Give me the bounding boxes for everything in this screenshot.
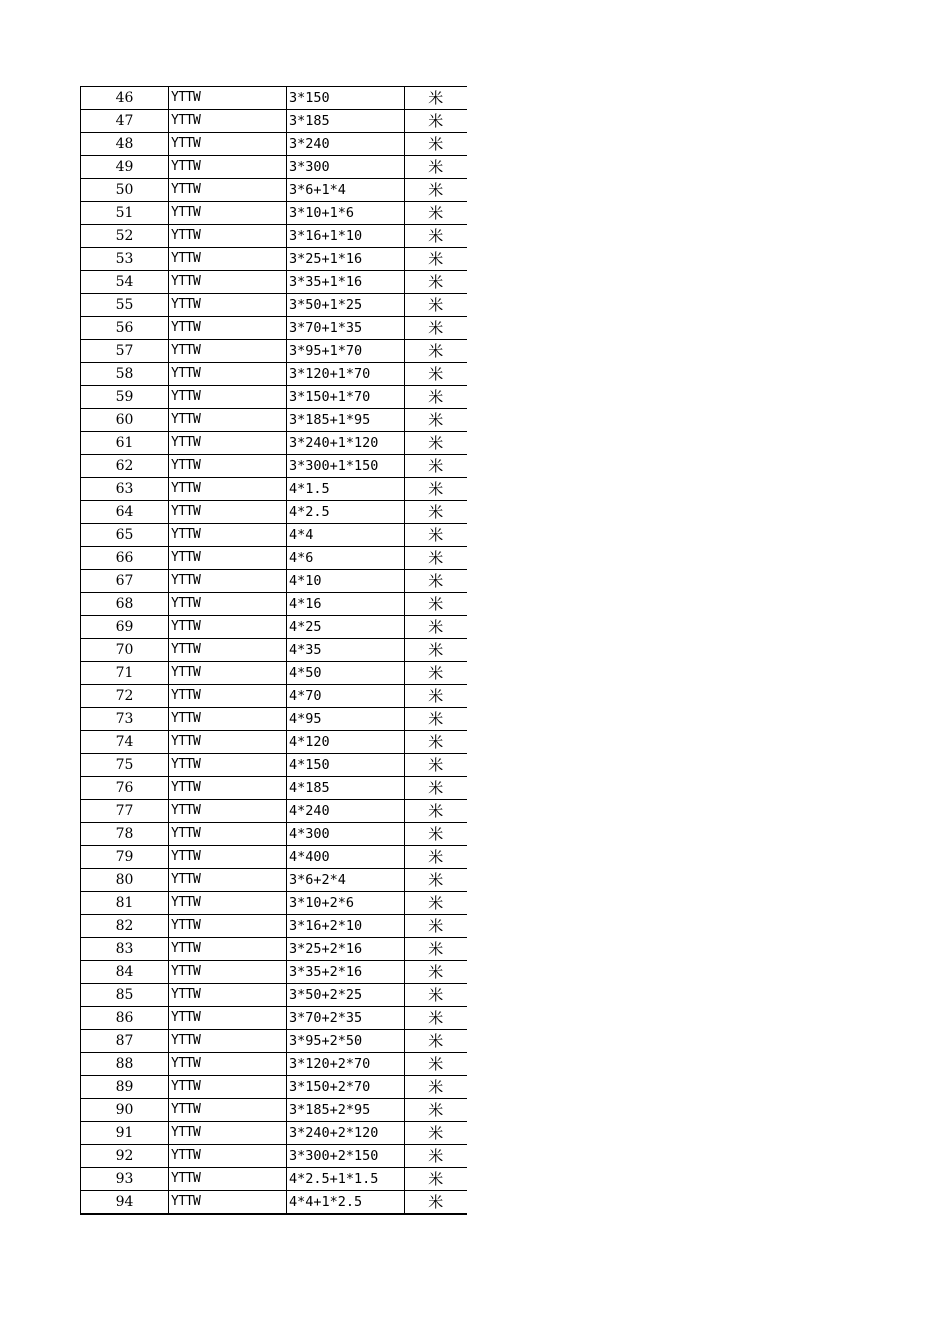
spec-cell: 3*10+1*6 [287,202,405,225]
unit-cell: 米 [405,294,467,317]
model-cell: YTTW [169,363,287,386]
model-cell: YTTW [169,961,287,984]
spec-cell: 3*70+1*35 [287,317,405,340]
unit-cell: 米 [405,156,467,179]
model-cell: YTTW [169,639,287,662]
table-row [81,938,467,961]
unit-cell: 米 [405,1191,467,1215]
spec-cell: 4*185 [287,777,405,800]
model-cell: YTTW [169,731,287,754]
table-row [81,984,467,1007]
table-row [81,271,467,294]
spec-cell: 4*4 [287,524,405,547]
unit-cell: 米 [405,202,467,225]
unit-cell: 米 [405,432,467,455]
model-cell: YTTW [169,685,287,708]
model-cell: YTTW [169,1191,287,1215]
row-number-cell: 62 [81,455,169,478]
table-row [81,616,467,639]
model-cell: YTTW [169,432,287,455]
spec-cell: 3*240 [287,133,405,156]
spec-cell: 3*6+1*4 [287,179,405,202]
model-cell: YTTW [169,478,287,501]
table-row [81,731,467,754]
table-row [81,110,467,133]
unit-cell: 米 [405,1168,467,1191]
row-number-cell: 46 [81,87,169,110]
model-cell: YTTW [169,409,287,432]
spec-cell: 3*185 [287,110,405,133]
unit-cell: 米 [405,110,467,133]
table-row [81,1076,467,1099]
unit-cell: 米 [405,501,467,524]
unit-cell: 米 [405,869,467,892]
model-cell: YTTW [169,1007,287,1030]
spec-cell: 3*300+1*150 [287,455,405,478]
row-number-cell: 67 [81,570,169,593]
spec-cell: 3*70+2*35 [287,1007,405,1030]
model-cell: YTTW [169,547,287,570]
model-cell: YTTW [169,1122,287,1145]
table-row [81,340,467,363]
model-cell: YTTW [169,225,287,248]
model-cell: YTTW [169,570,287,593]
row-number-cell: 70 [81,639,169,662]
model-cell: YTTW [169,846,287,869]
row-number-cell: 71 [81,662,169,685]
spec-cell: 4*35 [287,639,405,662]
model-cell: YTTW [169,1030,287,1053]
model-cell: YTTW [169,984,287,1007]
table-row [81,248,467,271]
spec-cell: 4*4+1*2.5 [287,1191,405,1215]
table-row [81,478,467,501]
table-row [81,1053,467,1076]
table-row [81,386,467,409]
table-row [81,363,467,386]
table-row [81,87,467,110]
table-row [81,156,467,179]
table-row [81,1145,467,1168]
unit-cell: 米 [405,685,467,708]
cable-spec-table [80,86,467,1215]
model-cell: YTTW [169,616,287,639]
spec-cell: 3*10+2*6 [287,892,405,915]
row-number-cell: 52 [81,225,169,248]
model-cell: YTTW [169,823,287,846]
spec-cell: 3*120+1*70 [287,363,405,386]
table-row [81,708,467,731]
unit-cell: 米 [405,938,467,961]
table-row [81,432,467,455]
table-row [81,179,467,202]
table-row [81,1168,467,1191]
model-cell: YTTW [169,179,287,202]
model-cell: YTTW [169,938,287,961]
spec-cell: 4*1.5 [287,478,405,501]
unit-cell: 米 [405,1053,467,1076]
spec-cell: 4*70 [287,685,405,708]
spec-cell: 4*120 [287,731,405,754]
spec-cell: 4*150 [287,754,405,777]
model-cell: YTTW [169,915,287,938]
unit-cell: 米 [405,616,467,639]
row-number-cell: 85 [81,984,169,1007]
unit-cell: 米 [405,593,467,616]
row-number-cell: 88 [81,1053,169,1076]
table-row [81,202,467,225]
model-cell: YTTW [169,1168,287,1191]
spec-cell: 3*16+1*10 [287,225,405,248]
row-number-cell: 56 [81,317,169,340]
model-cell: YTTW [169,340,287,363]
model-cell: YTTW [169,800,287,823]
row-number-cell: 49 [81,156,169,179]
spec-cell: 3*95+1*70 [287,340,405,363]
spec-cell: 3*6+2*4 [287,869,405,892]
row-number-cell: 69 [81,616,169,639]
model-cell: YTTW [169,662,287,685]
model-cell: YTTW [169,869,287,892]
model-cell: YTTW [169,455,287,478]
row-number-cell: 48 [81,133,169,156]
row-number-cell: 47 [81,110,169,133]
spec-cell: 3*150+1*70 [287,386,405,409]
row-number-cell: 66 [81,547,169,570]
spec-cell: 3*95+2*50 [287,1030,405,1053]
unit-cell: 米 [405,754,467,777]
spec-cell: 4*16 [287,593,405,616]
table-row [81,547,467,570]
spec-cell: 4*6 [287,547,405,570]
spec-cell: 4*25 [287,616,405,639]
model-cell: YTTW [169,156,287,179]
unit-cell: 米 [405,892,467,915]
row-number-cell: 68 [81,593,169,616]
row-number-cell: 90 [81,1099,169,1122]
table-row [81,409,467,432]
row-number-cell: 89 [81,1076,169,1099]
model-cell: YTTW [169,777,287,800]
model-cell: YTTW [169,593,287,616]
unit-cell: 米 [405,133,467,156]
model-cell: YTTW [169,1053,287,1076]
spec-cell: 3*240+2*120 [287,1122,405,1145]
model-cell: YTTW [169,1145,287,1168]
spec-cell: 3*150 [287,87,405,110]
unit-cell: 米 [405,1076,467,1099]
spec-cell: 4*10 [287,570,405,593]
row-number-cell: 92 [81,1145,169,1168]
row-number-cell: 54 [81,271,169,294]
unit-cell: 米 [405,915,467,938]
row-number-cell: 93 [81,1168,169,1191]
unit-cell: 米 [405,1030,467,1053]
spec-cell: 3*150+2*70 [287,1076,405,1099]
unit-cell: 米 [405,363,467,386]
row-number-cell: 57 [81,340,169,363]
model-cell: YTTW [169,1076,287,1099]
unit-cell: 米 [405,846,467,869]
table-row [81,800,467,823]
unit-cell: 米 [405,662,467,685]
row-number-cell: 87 [81,1030,169,1053]
spec-cell: 4*2.5 [287,501,405,524]
row-number-cell: 50 [81,179,169,202]
row-number-cell: 81 [81,892,169,915]
unit-cell: 米 [405,984,467,1007]
unit-cell: 米 [405,961,467,984]
model-cell: YTTW [169,133,287,156]
table-row [81,1007,467,1030]
unit-cell: 米 [405,87,467,110]
table-row [81,294,467,317]
unit-cell: 米 [405,639,467,662]
spec-cell: 3*300+2*150 [287,1145,405,1168]
unit-cell: 米 [405,386,467,409]
table-row [81,915,467,938]
row-number-cell: 75 [81,754,169,777]
row-number-cell: 78 [81,823,169,846]
model-cell: YTTW [169,294,287,317]
table-row [81,1030,467,1053]
spec-cell: 4*300 [287,823,405,846]
spec-cell: 3*185+1*95 [287,409,405,432]
unit-cell: 米 [405,1145,467,1168]
model-cell: YTTW [169,202,287,225]
row-number-cell: 82 [81,915,169,938]
spec-cell: 4*2.5+1*1.5 [287,1168,405,1191]
spec-cell: 4*95 [287,708,405,731]
table-row [81,570,467,593]
spec-cell: 3*120+2*70 [287,1053,405,1076]
row-number-cell: 58 [81,363,169,386]
unit-cell: 米 [405,777,467,800]
row-number-cell: 55 [81,294,169,317]
model-cell: YTTW [169,110,287,133]
table-row [81,225,467,248]
model-cell: YTTW [169,87,287,110]
unit-cell: 米 [405,731,467,754]
row-number-cell: 63 [81,478,169,501]
table-row [81,1122,467,1145]
unit-cell: 米 [405,800,467,823]
model-cell: YTTW [169,248,287,271]
unit-cell: 米 [405,340,467,363]
unit-cell: 米 [405,248,467,271]
model-cell: YTTW [169,317,287,340]
unit-cell: 米 [405,570,467,593]
unit-cell: 米 [405,708,467,731]
spec-cell: 4*240 [287,800,405,823]
row-number-cell: 53 [81,248,169,271]
unit-cell: 米 [405,524,467,547]
row-number-cell: 60 [81,409,169,432]
table-body [81,87,467,1215]
model-cell: YTTW [169,892,287,915]
row-number-cell: 72 [81,685,169,708]
row-number-cell: 77 [81,800,169,823]
table-row [81,846,467,869]
unit-cell: 米 [405,271,467,294]
row-number-cell: 86 [81,1007,169,1030]
table-row [81,1099,467,1122]
table-row [81,754,467,777]
table-row [81,455,467,478]
spec-cell: 3*25+1*16 [287,248,405,271]
table-row [81,869,467,892]
row-number-cell: 64 [81,501,169,524]
model-cell: YTTW [169,754,287,777]
unit-cell: 米 [405,823,467,846]
spec-cell: 3*50+1*25 [287,294,405,317]
unit-cell: 米 [405,547,467,570]
row-number-cell: 73 [81,708,169,731]
spec-cell: 3*50+2*25 [287,984,405,1007]
model-cell: YTTW [169,271,287,294]
model-cell: YTTW [169,708,287,731]
row-number-cell: 59 [81,386,169,409]
table-row [81,524,467,547]
row-number-cell: 76 [81,777,169,800]
row-number-cell: 83 [81,938,169,961]
row-number-cell: 94 [81,1191,169,1215]
row-number-cell: 65 [81,524,169,547]
table-row [81,823,467,846]
spec-cell: 4*400 [287,846,405,869]
spec-cell: 4*50 [287,662,405,685]
table-row [81,133,467,156]
row-number-cell: 61 [81,432,169,455]
table-row [81,501,467,524]
unit-cell: 米 [405,1122,467,1145]
table-row [81,892,467,915]
unit-cell: 米 [405,1007,467,1030]
table-row [81,961,467,984]
row-number-cell: 84 [81,961,169,984]
spec-cell: 3*16+2*10 [287,915,405,938]
spec-cell: 3*300 [287,156,405,179]
model-cell: YTTW [169,524,287,547]
spec-cell: 3*35+1*16 [287,271,405,294]
model-cell: YTTW [169,1099,287,1122]
model-cell: YTTW [169,386,287,409]
table-row [81,593,467,616]
spec-cell: 3*25+2*16 [287,938,405,961]
row-number-cell: 79 [81,846,169,869]
unit-cell: 米 [405,179,467,202]
unit-cell: 米 [405,409,467,432]
row-number-cell: 74 [81,731,169,754]
unit-cell: 米 [405,225,467,248]
table-row [81,317,467,340]
unit-cell: 米 [405,1099,467,1122]
model-cell: YTTW [169,501,287,524]
table-row [81,662,467,685]
table-row [81,639,467,662]
unit-cell: 米 [405,455,467,478]
unit-cell: 米 [405,478,467,501]
table-row [81,777,467,800]
row-number-cell: 80 [81,869,169,892]
unit-cell: 米 [405,317,467,340]
spec-cell: 3*240+1*120 [287,432,405,455]
table-row [81,1191,467,1215]
row-number-cell: 91 [81,1122,169,1145]
row-number-cell: 51 [81,202,169,225]
table-row [81,685,467,708]
spec-cell: 3*185+2*95 [287,1099,405,1122]
spec-cell: 3*35+2*16 [287,961,405,984]
